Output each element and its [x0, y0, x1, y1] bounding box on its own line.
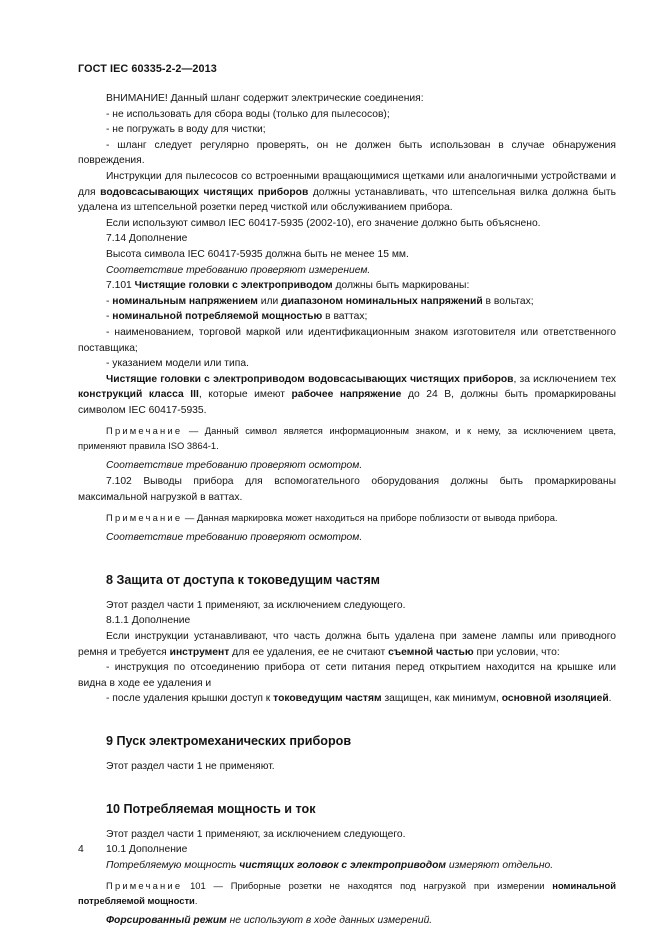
note [78, 510, 616, 525]
paragraph [78, 858, 616, 874]
paragraph: Высота символа IEC 60417-5935 должна быть не менее 15 мм. [106, 248, 409, 260]
text-run: должны устанавливать, что штепсельная вилка должна быть удалена из штепсельной розетки перед чисткой или обслуживанием прибора. [78, 186, 616, 214]
list-item: - указанием модели или типа. [106, 358, 249, 370]
paragraph: Если используют символ IEC 60417-5935 (2002-10), его значение должно быть объяснено. [106, 217, 541, 229]
text-run: должны быть маркированы: [332, 280, 470, 292]
compliance-statement [78, 263, 616, 279]
paragraph: Этот раздел части 1 применяют, за исключением следующего. [106, 828, 406, 840]
defined-term: номинальной потребляемой мощности [78, 880, 616, 907]
italic-text: измеряют отдельно. [446, 859, 554, 871]
defined-term: водовсасывающих чистящих приборов [100, 186, 309, 198]
defined-term: конструкций класса III [78, 389, 199, 401]
defined-term: съемной частью [388, 646, 474, 658]
defined-term: диапазоном номинальных напряжений [281, 295, 483, 307]
text-run: при условии, что: [473, 646, 560, 658]
paragraph [78, 372, 616, 419]
text-run: 7.101 [106, 280, 135, 292]
clause-heading: 8.1.1 Дополнение [106, 615, 191, 627]
defined-term: Чистящие головки с электроприводом [134, 280, 333, 292]
defined-term: рабочее напряжение [291, 389, 402, 401]
defined-term: Чистящие головки с электроприводом водовсасывающих чистящих приборов [106, 373, 514, 385]
clause-paragraph [78, 278, 616, 294]
text-run: в ваттах; [322, 311, 368, 323]
compliance-statement [78, 458, 616, 474]
note-text: . [194, 895, 198, 907]
document-body [78, 91, 616, 929]
defined-term: инструмент [169, 646, 230, 658]
compliance-statement [78, 530, 616, 546]
list-item: - шланг следует регулярно проверять, он не должен быть использован в случае обнаружения повреждения. [78, 139, 616, 167]
italic-text: Соответствие требованию проверяют осмотром. [106, 460, 363, 472]
text-run: или [257, 295, 282, 307]
paragraph [78, 629, 616, 660]
defined-term: чистящих головок с электроприводом [239, 859, 447, 871]
paragraph: Этот раздел части 1 не применяют. [106, 761, 275, 772]
section-heading-8: 8 Защита от доступа к токоведущим частям [106, 572, 380, 587]
paragraph: Этот раздел части 1 применяют, за исключением следующего. [106, 599, 406, 611]
paragraph: ВНИМАНИЕ! Данный шланг содержит электрические соединения: [106, 93, 424, 104]
note [78, 878, 616, 908]
section-heading-10: 10 Потребляемая мощность и ток [106, 801, 316, 816]
text-run: - [106, 295, 113, 307]
page-number: 4 [78, 844, 84, 855]
note-label: Примечание [106, 880, 183, 892]
text-run: для ее удаления, ее не считают [229, 646, 389, 658]
defined-term: основной изоляцией [501, 693, 609, 705]
text-run: защищен, как минимум, [381, 693, 502, 705]
text-run: - [106, 311, 113, 323]
text-run: Если инструкции устанавливают, что часть должна быть удалена при замене лампы или приводного ремня и требуется [78, 631, 616, 658]
clause-heading: 10.1 Дополнение [106, 844, 188, 856]
text-run: . [608, 693, 612, 705]
list-item: - не использовать для сбора воды (только для пылесосов); [106, 108, 390, 120]
note-label: Примечание [106, 512, 183, 524]
list-item: - не погружать в воду для чистки; [106, 124, 266, 136]
clause-heading: 7.14 Дополнение [106, 233, 188, 245]
text-run: до 24 В, должны быть промаркированы символом IEC 60417-5935. [78, 389, 617, 416]
paragraph [78, 169, 616, 216]
defined-term: номинальной потребляемой мощностью [112, 311, 323, 323]
list-item [78, 691, 616, 707]
text-run: , которые имеют [198, 389, 292, 401]
italic-text: Соответствие требованию проверяют измерением. [106, 264, 371, 276]
text-run: Инструкции для пылесосов со встроенными вращающимися щетками или аналогичными устройствами и для [78, 170, 616, 198]
note-label: Примечание [106, 425, 183, 437]
list-item: - инструкция по отсоединению прибора от сети питания перед открытием находится на крышке или видна в ходе ее удаления и [78, 662, 616, 689]
text-run: , за исключением тех [513, 373, 616, 385]
list-item: - наименованием, торговой маркой или идентификационным знаком изготовителя или ответственного поставщика; [78, 326, 616, 354]
italic-text: не используют в ходе данных измерений. [226, 915, 433, 927]
note-text: — Данный символ является информационным знаком, и к нему, за исключением цвета, применяют правила ISO 3864-1. [78, 425, 616, 452]
defined-term: токоведущим частям [273, 693, 382, 705]
clause-paragraph: 7.102 Выводы прибора для вспомогательного оборудования должны быть промаркированы максимальной нагрузкой в ваттах. [78, 476, 616, 503]
list-item [78, 309, 616, 325]
defined-term: Форсированный режим [106, 915, 227, 927]
defined-term: номинальным напряжением [112, 295, 258, 307]
text-run: в вольтах; [482, 295, 534, 307]
section-heading-9: 9 Пуск электромеханических приборов [106, 734, 352, 748]
document-header: ГОСТ IEC 60335-2-2—2013 [78, 63, 217, 75]
note-text: — Данная маркировка может находиться на приборе поблизости от вывода прибора. [182, 512, 558, 524]
list-item [78, 294, 616, 310]
note [78, 423, 616, 453]
italic-text: Соответствие требованию проверяют осмотром. [106, 532, 363, 544]
paragraph [78, 913, 616, 929]
text-run: - после удаления крышки доступ к [106, 693, 274, 705]
note-text: 101 — Приборные розетки не находятся под нагрузкой при измерении [182, 880, 553, 892]
italic-text: Потребляемую мощность [106, 859, 240, 871]
